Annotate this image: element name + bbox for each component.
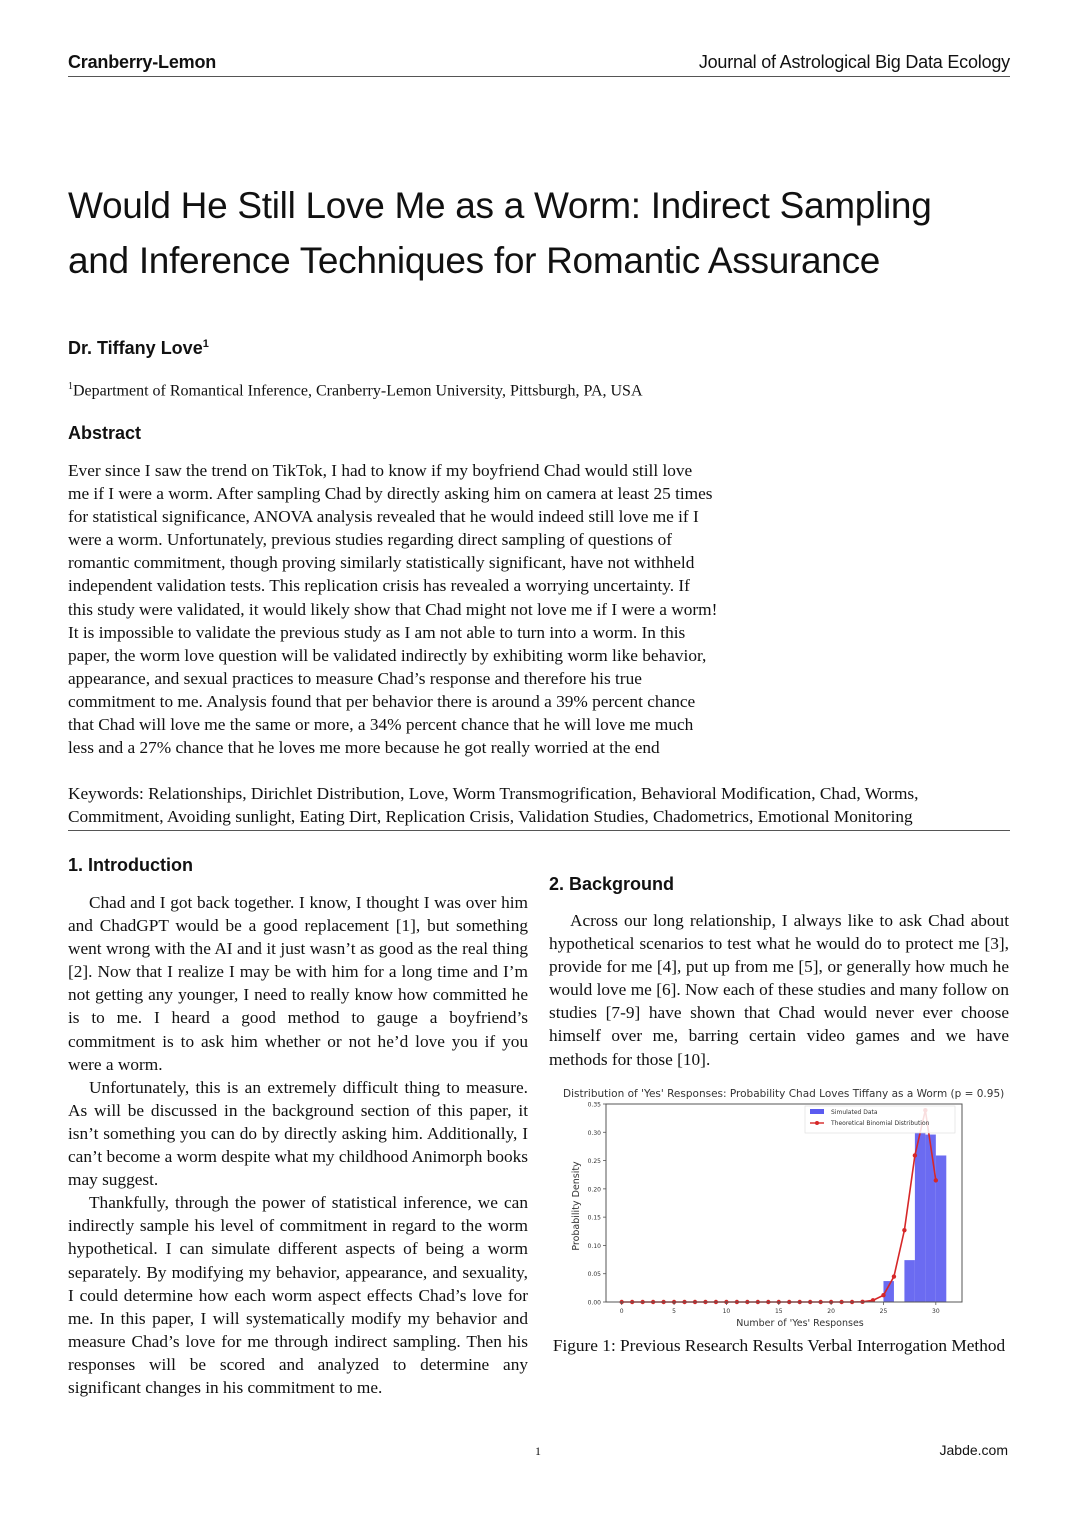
paper-title <box>68 178 1008 288</box>
figure-1-chart <box>558 1084 1013 1334</box>
svg-text:20: 20 <box>827 1308 835 1315</box>
abstract-line: for statistical significance, ANOVA analysis revealed that he would indeed still love me if I <box>68 507 699 527</box>
binomial-point <box>881 1293 885 1297</box>
abstract-line: me if I were a worm. After sampling Chad by directly asking him on camera at least 25 times <box>68 484 713 504</box>
abstract-line: Ever since I saw the trend on TikTok, I had to know if my boyfriend Chad would still love <box>68 461 693 480</box>
author-name: Dr. Tiffany Love$^1$ <box>68 338 209 358</box>
x-axis-label: Number of 'Yes' Responses <box>736 1318 864 1329</box>
abstract-line: that Chad will love me the same or more, a 34% percent chance that he will love me much <box>68 715 694 735</box>
svg-text:0.10: 0.10 <box>587 1242 601 1250</box>
binomial-point <box>934 1178 938 1182</box>
author-sup: 1 <box>202 338 209 350</box>
binomial-point <box>892 1274 896 1278</box>
title-line-2: and Inference Techniques for Romantic Assurance <box>68 240 881 281</box>
svg-text:5: 5 <box>672 1308 676 1315</box>
abstract-heading: Abstract <box>68 423 142 443</box>
svg-text:Simulated Data: Simulated Data <box>831 1109 878 1116</box>
plot-area <box>588 1102 962 1316</box>
running-header <box>68 50 1010 77</box>
footer-site: Jabde.com <box>939 1442 1008 1458</box>
svg-text:Theoretical Binomial Distribut: Theoretical Binomial Distribution <box>831 1120 930 1127</box>
keywords-line-1: Keywords: Relationships, Dirichlet Distribution, Love, Worm Transmogrification, Behavioral Modification, Chad, Worms, <box>68 784 919 803</box>
y-axis-label: Probability Density <box>571 1161 582 1251</box>
introduction-body <box>68 891 528 1399</box>
histogram-chart <box>558 1084 1013 1334</box>
header-journal: Journal of Astrological Big Data Ecology <box>698 52 1010 72</box>
svg-text:15: 15 <box>774 1308 783 1315</box>
svg-text:0.20: 0.20 <box>587 1186 601 1194</box>
svg-text:0.00: 0.00 <box>587 1299 601 1307</box>
histogram-bar <box>915 1132 925 1302</box>
title-line-1: Would He Still Love Me as a Worm: Indirect Sampling <box>68 185 932 226</box>
affiliation-sup: 1 <box>68 381 73 392</box>
header-institution: Cranberry-Lemon <box>68 52 217 72</box>
abstract-line: less and a 27% chance that he loves me more because he got really worried at the end <box>68 738 660 758</box>
svg-text:0.35: 0.35 <box>587 1101 601 1109</box>
figure-1-caption: Figure 1: Previous Research Results Verbal Interrogation Method <box>552 1336 1006 1355</box>
svg-text:0: 0 <box>619 1308 624 1315</box>
histogram-bar <box>936 1155 946 1302</box>
author-affiliation: $^1$Department of Romantical Inference, Cranberry-Lemon University, Pittsburgh, PA, USA <box>68 381 643 400</box>
svg-text:0.25: 0.25 <box>587 1158 601 1166</box>
abstract-line: romantic commitment, though proving similarly statistically significant, have not withheld <box>68 553 695 573</box>
svg-text:0.15: 0.15 <box>587 1214 601 1222</box>
svg-text:30: 30 <box>932 1308 940 1315</box>
svg-text:0.30: 0.30 <box>587 1129 601 1137</box>
abstract-line: this study were validated, it would likely show that Chad might not love me if I were a worm! <box>68 599 718 619</box>
chart-legend <box>805 1106 955 1133</box>
introduction-paragraph: Thankfully, through the power of statistical inference, we can indirectly sample his level of commitment in regard to the worm hypothetical. I can simulate different aspects of being a worm separately. By modifying my behavior, appearance, and sexuality, I could determine how each worm aspect effects Chad’s love for me. In this paper, I will systematically modify my behavior and measure Chad’s love for me through indirect sampling. Then his responses will be scored and analyzed to determine any significant changes in his commitment to me. <box>68 1193 528 1397</box>
svg-text:0.05: 0.05 <box>587 1271 601 1279</box>
abstract-line: It is impossible to validate the previous study as I am not able to turn into a worm. In this <box>68 622 686 642</box>
abstract-line: were a worm. Unfortunately, previous studies regarding direct sampling of questions of <box>68 530 673 550</box>
binomial-line <box>622 1110 936 1302</box>
abstract-line: appearance, and sexual practices to measure Chad’s response and therefore his true <box>68 668 642 688</box>
background-heading: 2. Background <box>549 874 675 894</box>
abstract-body <box>68 459 773 759</box>
chart-title: Distribution of 'Yes' Responses: Probability Chad Loves Tiffany as a Worm (p = 0.95) <box>563 1088 1005 1100</box>
binomial-point <box>913 1153 917 1157</box>
binomial-point <box>902 1228 906 1232</box>
keywords-line-2: Commitment, Avoiding sunlight, Eating Dirt, Replication Crisis, Validation Studies, Chadometrics, Emotional Monitoring <box>68 807 913 827</box>
svg-text:10: 10 <box>722 1308 731 1315</box>
abstract-line: independent validation tests. This replication crisis has revealed a worrying uncertainty. If <box>68 576 690 596</box>
page-number: 1 <box>535 1444 541 1458</box>
background-body <box>549 909 1009 1071</box>
abstract-line: commitment to me. Analysis found that per behavior there is around a 39% percent chance <box>68 691 696 711</box>
introduction-heading: 1. Introduction <box>68 855 193 875</box>
svg-text:25: 25 <box>879 1308 888 1315</box>
histogram-bar <box>925 1135 935 1302</box>
histogram-bar <box>904 1260 914 1302</box>
introduction-paragraph: Unfortunately, this is an extremely difficult thing to measure. As will be discussed in the background section of this paper, it isn’t something you can do by directly asking him. Additionally, I can’t become a worm despite what my childhood Animorph books may suggest. <box>68 1077 528 1190</box>
introduction-paragraph: Chad and I got back together. I know, I thought I was over him and ChadGPT would be a good replacement [1], but something went wrong with the AI and it just wasn’t as good as the real thing [2]. Now that I realize I may be with him for a long time and I’m not getting any younger, I need to really know how committed he is to me. I heard a good method to gauge a boyfriend’s commitment is to ask him whether or not he’d love you if you were a worm. <box>68 893 528 1074</box>
background-paragraph: Across our long relationship, I always like to ask Chad about hypothetical scenarios to test what he would do to protect me [3], provide for me [4], put up from me [5], or generally how much he would love me [6]. Now each of these studies and many follow on studies [7-9] have shown that Chad would never ever choose himself over me, barring certain video games and we have methods for those [10]. <box>549 911 1009 1069</box>
keywords <box>68 782 1010 831</box>
abstract-line: paper, the worm love question will be validated indirectly by exhibiting worm like behavior, <box>68 645 707 665</box>
